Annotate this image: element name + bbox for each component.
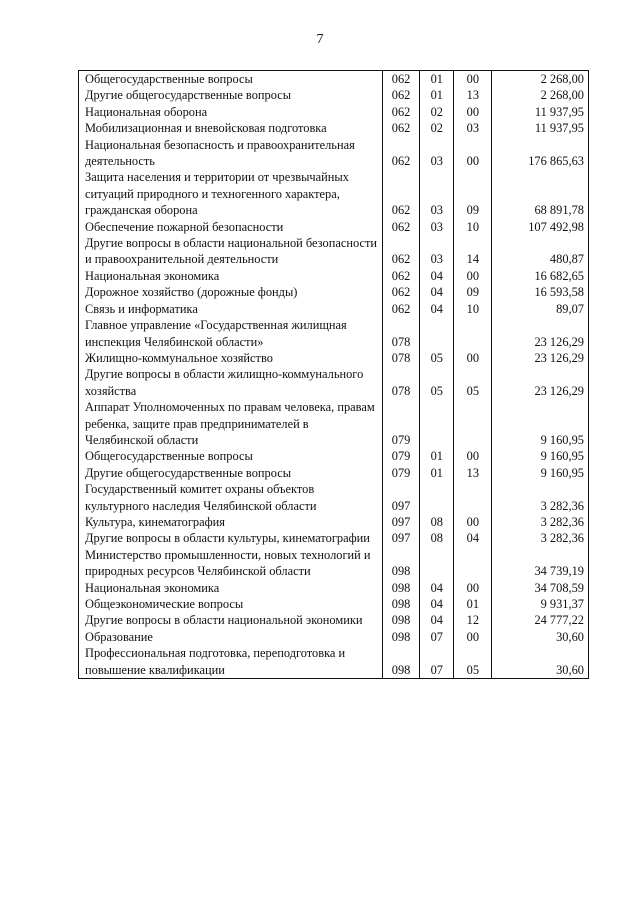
row-section: 05	[420, 366, 454, 399]
row-code: 078	[382, 366, 419, 399]
row-amount: 9 931,37	[492, 596, 589, 612]
row-subsection: 04	[454, 530, 492, 546]
row-name: Министерство промышленности, новых технологий и природных ресурсов Челябинской области	[79, 547, 383, 580]
row-code: 098	[382, 645, 419, 678]
row-amount: 34 708,59	[492, 580, 589, 596]
row-subsection: 09	[454, 169, 492, 218]
row-subsection: 10	[454, 301, 492, 317]
row-name: Дорожное хозяйство (дорожные фонды)	[79, 284, 383, 300]
row-amount: 23 126,29	[492, 317, 589, 350]
table-row	[79, 465, 589, 481]
row-section: 03	[420, 169, 454, 218]
row-amount: 9 160,95	[492, 448, 589, 464]
row-name: Защита населения и территории от чрезвычайных ситуаций природного и техногенного характера, гражданская оборона	[79, 169, 383, 218]
row-subsection: 13	[454, 87, 492, 103]
row-amount: 16 593,58	[492, 284, 589, 300]
row-name: Национальная экономика	[79, 580, 383, 596]
row-subsection: 05	[454, 366, 492, 399]
page-number: 7	[316, 32, 324, 47]
table-row	[79, 366, 589, 399]
row-name: Мобилизационная и вневойсковая подготовка	[79, 120, 383, 136]
table-row	[79, 530, 589, 546]
table-body	[79, 71, 589, 679]
row-subsection: 00	[454, 104, 492, 120]
row-code: 078	[382, 317, 419, 350]
row-subsection	[454, 547, 492, 580]
row-code: 062	[382, 235, 419, 268]
row-section: 01	[420, 71, 454, 88]
row-subsection: 13	[454, 465, 492, 481]
row-code: 062	[382, 169, 419, 218]
row-name: Жилищно-коммунальное хозяйство	[79, 350, 383, 366]
row-amount: 30,60	[492, 629, 589, 645]
budget-table	[78, 70, 589, 679]
row-subsection: 00	[454, 580, 492, 596]
row-name: Другие вопросы в области национальной безопасности и правоохранительной деятельности	[79, 235, 383, 268]
row-name: Связь и информатика	[79, 301, 383, 317]
row-code: 079	[382, 399, 419, 448]
row-code: 062	[382, 137, 419, 170]
row-amount: 23 126,29	[492, 350, 589, 366]
row-section: 02	[420, 104, 454, 120]
row-code: 062	[382, 71, 419, 88]
row-section: 03	[420, 235, 454, 268]
row-subsection: 12	[454, 612, 492, 628]
row-code: 062	[382, 104, 419, 120]
row-code: 097	[382, 481, 419, 514]
table-row	[79, 547, 589, 580]
row-section: 02	[420, 120, 454, 136]
row-section: 03	[420, 137, 454, 170]
row-subsection: 01	[454, 596, 492, 612]
row-code: 079	[382, 465, 419, 481]
row-section: 04	[420, 301, 454, 317]
row-subsection	[454, 317, 492, 350]
row-name: Общегосударственные вопросы	[79, 71, 383, 88]
row-name: Общегосударственные вопросы	[79, 448, 383, 464]
row-name: Другие вопросы в области культуры, кинематографии	[79, 530, 383, 546]
row-amount: 3 282,36	[492, 530, 589, 546]
row-section: 08	[420, 514, 454, 530]
row-subsection: 03	[454, 120, 492, 136]
row-subsection: 00	[454, 137, 492, 170]
row-section	[420, 547, 454, 580]
row-code: 098	[382, 629, 419, 645]
row-subsection: 00	[454, 350, 492, 366]
row-section	[420, 481, 454, 514]
table-row	[79, 481, 589, 514]
row-section: 07	[420, 645, 454, 678]
row-code: 062	[382, 219, 419, 235]
table-row	[79, 596, 589, 612]
table-row	[79, 350, 589, 366]
table-row	[79, 169, 589, 218]
row-section: 01	[420, 465, 454, 481]
row-amount: 9 160,95	[492, 465, 589, 481]
row-subsection: 09	[454, 284, 492, 300]
row-section: 01	[420, 448, 454, 464]
row-name: Профессиональная подготовка, переподготовка и повышение квалификации	[79, 645, 383, 678]
row-amount: 480,87	[492, 235, 589, 268]
row-code: 098	[382, 596, 419, 612]
row-code: 062	[382, 284, 419, 300]
table-row	[79, 71, 589, 88]
row-section: 07	[420, 629, 454, 645]
table-row	[79, 645, 589, 678]
row-code: 098	[382, 612, 419, 628]
table-row	[79, 235, 589, 268]
row-subsection: 00	[454, 448, 492, 464]
row-name: Государственный комитет охраны объектов культурного наследия Челябинской области	[79, 481, 383, 514]
row-amount: 24 777,22	[492, 612, 589, 628]
row-subsection: 10	[454, 219, 492, 235]
table-row	[79, 284, 589, 300]
row-amount: 30,60	[492, 645, 589, 678]
table-row	[79, 120, 589, 136]
row-code: 062	[382, 301, 419, 317]
row-amount: 3 282,36	[492, 481, 589, 514]
row-name: Образование	[79, 629, 383, 645]
row-name: Обеспечение пожарной безопасности	[79, 219, 383, 235]
row-section	[420, 399, 454, 448]
row-name: Главное управление «Государственная жилищная инспекция Челябинской области»	[79, 317, 383, 350]
row-amount: 11 937,95	[492, 120, 589, 136]
table-row	[79, 399, 589, 448]
table-row	[79, 301, 589, 317]
row-code: 098	[382, 547, 419, 580]
row-amount: 2 268,00	[492, 71, 589, 88]
row-name: Другие вопросы в области национальной экономики	[79, 612, 383, 628]
row-section: 04	[420, 268, 454, 284]
table-row	[79, 219, 589, 235]
row-section: 08	[420, 530, 454, 546]
row-section: 05	[420, 350, 454, 366]
row-amount: 16 682,65	[492, 268, 589, 284]
table-row	[79, 580, 589, 596]
row-section: 03	[420, 219, 454, 235]
row-amount: 68 891,78	[492, 169, 589, 218]
table-row	[79, 104, 589, 120]
row-name: Общеэкономические вопросы	[79, 596, 383, 612]
table-row	[79, 612, 589, 628]
row-amount: 11 937,95	[492, 104, 589, 120]
row-amount: 89,07	[492, 301, 589, 317]
row-subsection: 05	[454, 645, 492, 678]
row-subsection: 00	[454, 71, 492, 88]
row-amount: 2 268,00	[492, 87, 589, 103]
table-row	[79, 448, 589, 464]
row-subsection	[454, 481, 492, 514]
row-section	[420, 317, 454, 350]
row-amount: 107 492,98	[492, 219, 589, 235]
row-code: 097	[382, 530, 419, 546]
row-name: Культура, кинематография	[79, 514, 383, 530]
row-code: 097	[382, 514, 419, 530]
row-section: 04	[420, 580, 454, 596]
row-code: 062	[382, 268, 419, 284]
row-subsection: 00	[454, 268, 492, 284]
table-row	[79, 629, 589, 645]
row-code: 078	[382, 350, 419, 366]
row-name: Национальная безопасность и правоохранительная деятельность	[79, 137, 383, 170]
row-amount: 23 126,29	[492, 366, 589, 399]
row-name: Национальная экономика	[79, 268, 383, 284]
row-section: 01	[420, 87, 454, 103]
table-row	[79, 137, 589, 170]
row-amount: 3 282,36	[492, 514, 589, 530]
row-name: Другие общегосударственные вопросы	[79, 465, 383, 481]
row-subsection: 00	[454, 514, 492, 530]
table-row	[79, 268, 589, 284]
row-code: 098	[382, 580, 419, 596]
row-section: 04	[420, 612, 454, 628]
row-section: 04	[420, 284, 454, 300]
table-row	[79, 87, 589, 103]
row-name: Другие вопросы в области жилищно-коммунального хозяйства	[79, 366, 383, 399]
row-subsection	[454, 399, 492, 448]
row-amount: 176 865,63	[492, 137, 589, 170]
row-code: 062	[382, 87, 419, 103]
row-name: Другие общегосударственные вопросы	[79, 87, 383, 103]
row-section: 04	[420, 596, 454, 612]
row-name: Аппарат Уполномоченных по правам человека, правам ребенка, защите прав предпринимателей в Челябинской области	[79, 399, 383, 448]
row-subsection: 14	[454, 235, 492, 268]
row-amount: 34 739,19	[492, 547, 589, 580]
row-subsection: 00	[454, 629, 492, 645]
table-row	[79, 317, 589, 350]
row-name: Национальная оборона	[79, 104, 383, 120]
table-row	[79, 514, 589, 530]
row-code: 079	[382, 448, 419, 464]
row-code: 062	[382, 120, 419, 136]
row-amount: 9 160,95	[492, 399, 589, 448]
